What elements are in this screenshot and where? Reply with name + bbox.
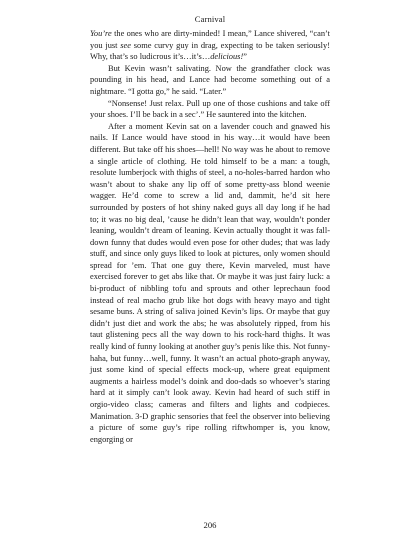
paragraph [90, 28, 330, 63]
text-run: the ones who are dirty-minded! I mean,” Lance shivered, “can’t you just [90, 29, 330, 50]
italic-text: see [120, 40, 131, 50]
text-run: After a moment Kevin sat on a lavender couch and gnawed his nails. If Lance would have stood in his way…it would have been different. But take off his shoes—hell! No way was he about to remove a single article of clothing. He told himself to be a man: a tough, resolute lumberjock with thighs of steel, a no-holes-barred hardon who wasn’t about to shake any lip off of some pretty-ass blond weenie wagger. He’d come to screw a lid and, dammit, he’d sit here surrounded by posters of hot shiny naked guys all day long if he had to; it was no big deal, ’cause he didn’t lean that way, wouldn’t ponder leaning, wouldn’t dream of leaning. Kevin actually thought it was fall-down funny that dudes would even pose for other dudes; that was lady stuff, and since only guys liked to look at pictures, only women should spread for ’em. That one guy there, Kevin marveled, must have exercised forever to get abs like that. Or maybe it was just fairy luck: a bi-product of nibbling tofu and sprouts and other leprechaun food instead of real macho grub like hot dogs with heavy mayo and tight sesame buns. A string of saliva joined Kevin’s lips. Or maybe that guy didn’t just diet and work the abs; he was absolutely ripped, from his taut glistening pecs all the way down to his rock-hard thighs. It was really kind of funny looking at another guy’s penis like this. Not funny-haha, but funny…well, funny. It wasn’t an actual photo-graph anyway, just some kind of special effects mock-up, where great equipment augments a hairless model’s doink and doo-dads so whoever’s staring hard at it simply can’t look away. Kevin had heard of such stiff in orgio-video class; cameras and filters and lights and codpieces. Manimation. 3-D graphic sensories that feel the observer into believing a picture of some guy’s ripe rolling riftwhomper is, you know, engorging or [90, 121, 330, 444]
body-text [90, 28, 330, 445]
paragraph [90, 63, 330, 98]
text-run: ” [243, 52, 247, 62]
italic-text: You’re [90, 29, 112, 38]
paragraph [90, 121, 330, 446]
italic-text: delicious! [210, 52, 244, 62]
text-run: “Nonsense! Just relax. Pull up one of those cushions and take off your shoes. I’ll be back in a sec’.” He sauntered into the kitchen. [90, 98, 330, 120]
running-head: Carnival [194, 14, 226, 24]
page-number: 206 [203, 520, 217, 530]
paragraph [90, 98, 330, 121]
text-run: But Kevin wasn’t salivating. Now the grandfather clock was pounding in his head, and Lance had become something out of a nightmare. “I gotta go,” he said. “Later.” [90, 63, 330, 96]
text-run: some curvy guy in drag, expecting to be taken seriously! Why, that’s so ludicrous it’s…it’s… [90, 40, 330, 62]
